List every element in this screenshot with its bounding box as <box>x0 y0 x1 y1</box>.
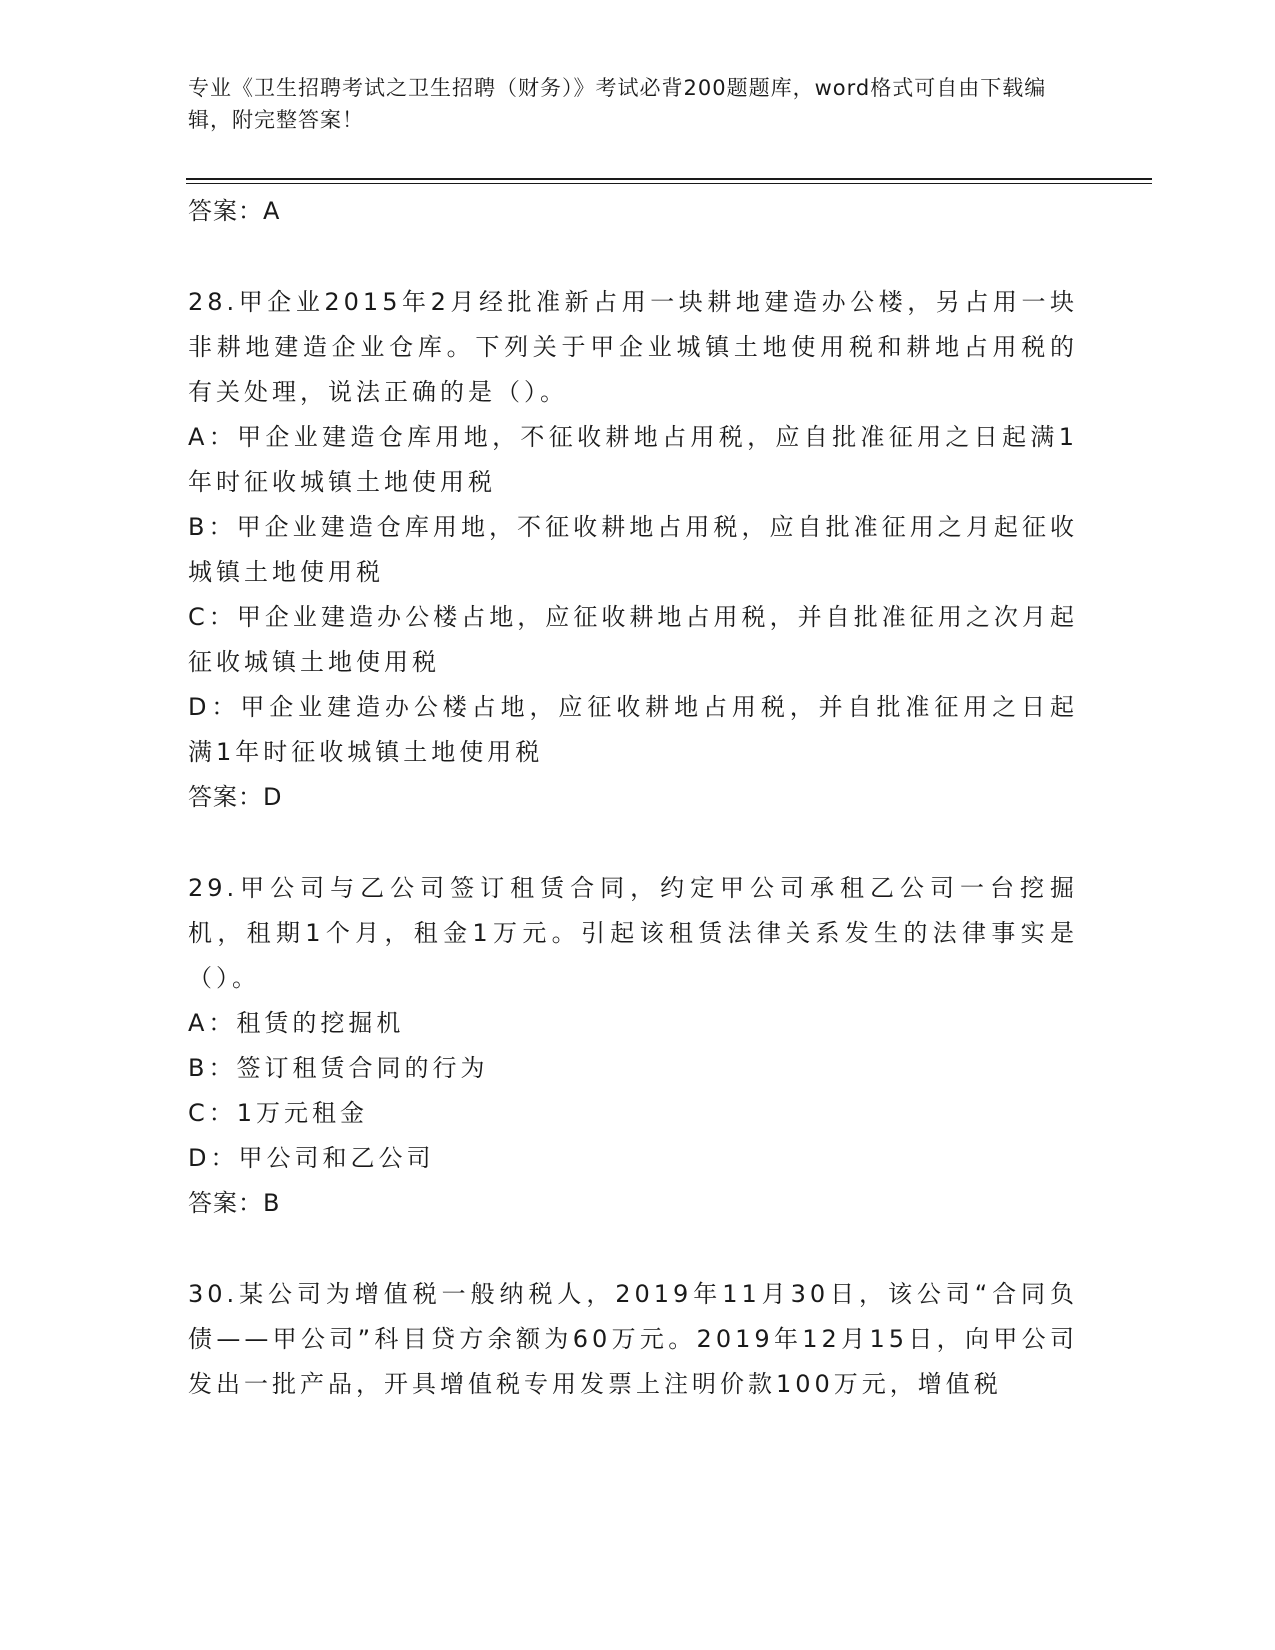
option-b: B：甲企业建造仓库用地，不征收耕地占用税，应自批准征用之月起征收城镇土地使用税 <box>188 513 1078 586</box>
header-rule-thin <box>186 183 1152 184</box>
question-stem: 30.某公司为增值税一般纳税人，2019年11月30日，该公司“合同负债——甲公司”科目贷方余额为60万元。2019年12月15日，向甲公司发出一批产品，开具增值税专用发票上注明价款100万元，增值税 <box>188 1280 1078 1398</box>
question-block <box>188 280 1078 820</box>
option-c: C：甲企业建造办公楼占地，应征收耕地占用税，并自批准征用之次月起征收城镇土地使用税 <box>188 603 1078 676</box>
question-block <box>188 1272 1078 1407</box>
option-a: A：租赁的挖掘机 <box>188 1009 405 1037</box>
document-header: 专业《卫生招聘考试之卫生招聘（财务）》考试必背200题题库，word格式可自由下载编辑，附完整答案！ <box>188 76 1047 132</box>
answer-line: 答案：D <box>188 783 283 811</box>
option-a: A：甲企业建造仓库用地，不征收耕地占用税，应自批准征用之日起满1年时征收城镇土地使用税 <box>188 423 1078 496</box>
question-stem: 28.甲企业2015年2月经批准新占用一块耕地建造办公楼，另占用一块非耕地建造企业仓库。下列关于甲企业城镇土地使用税和耕地占用税的有关处理，说法正确的是（）。 <box>188 288 1078 406</box>
question-stem: 29.甲公司与乙公司签订租赁合同，约定甲公司承租乙公司一台挖掘机，租期1个月，租金1万元。引起该租赁法律关系发生的法律事实是（）。 <box>188 874 1078 992</box>
option-d: D：甲企业建造办公楼占地，应征收耕地占用税，并自批准征用之日起满1年时征收城镇土地使用税 <box>188 693 1078 766</box>
answer-line: 答案：A <box>188 197 281 225</box>
header-rule-thick <box>186 178 1152 180</box>
option-c: C：1万元租金 <box>188 1099 369 1127</box>
answer-line: 答案：B <box>188 1189 281 1217</box>
option-b: B：签订租赁合同的行为 <box>188 1054 489 1082</box>
question-block <box>188 866 1078 1226</box>
option-d: D：甲公司和乙公司 <box>188 1144 435 1172</box>
document-body <box>188 189 1078 1407</box>
